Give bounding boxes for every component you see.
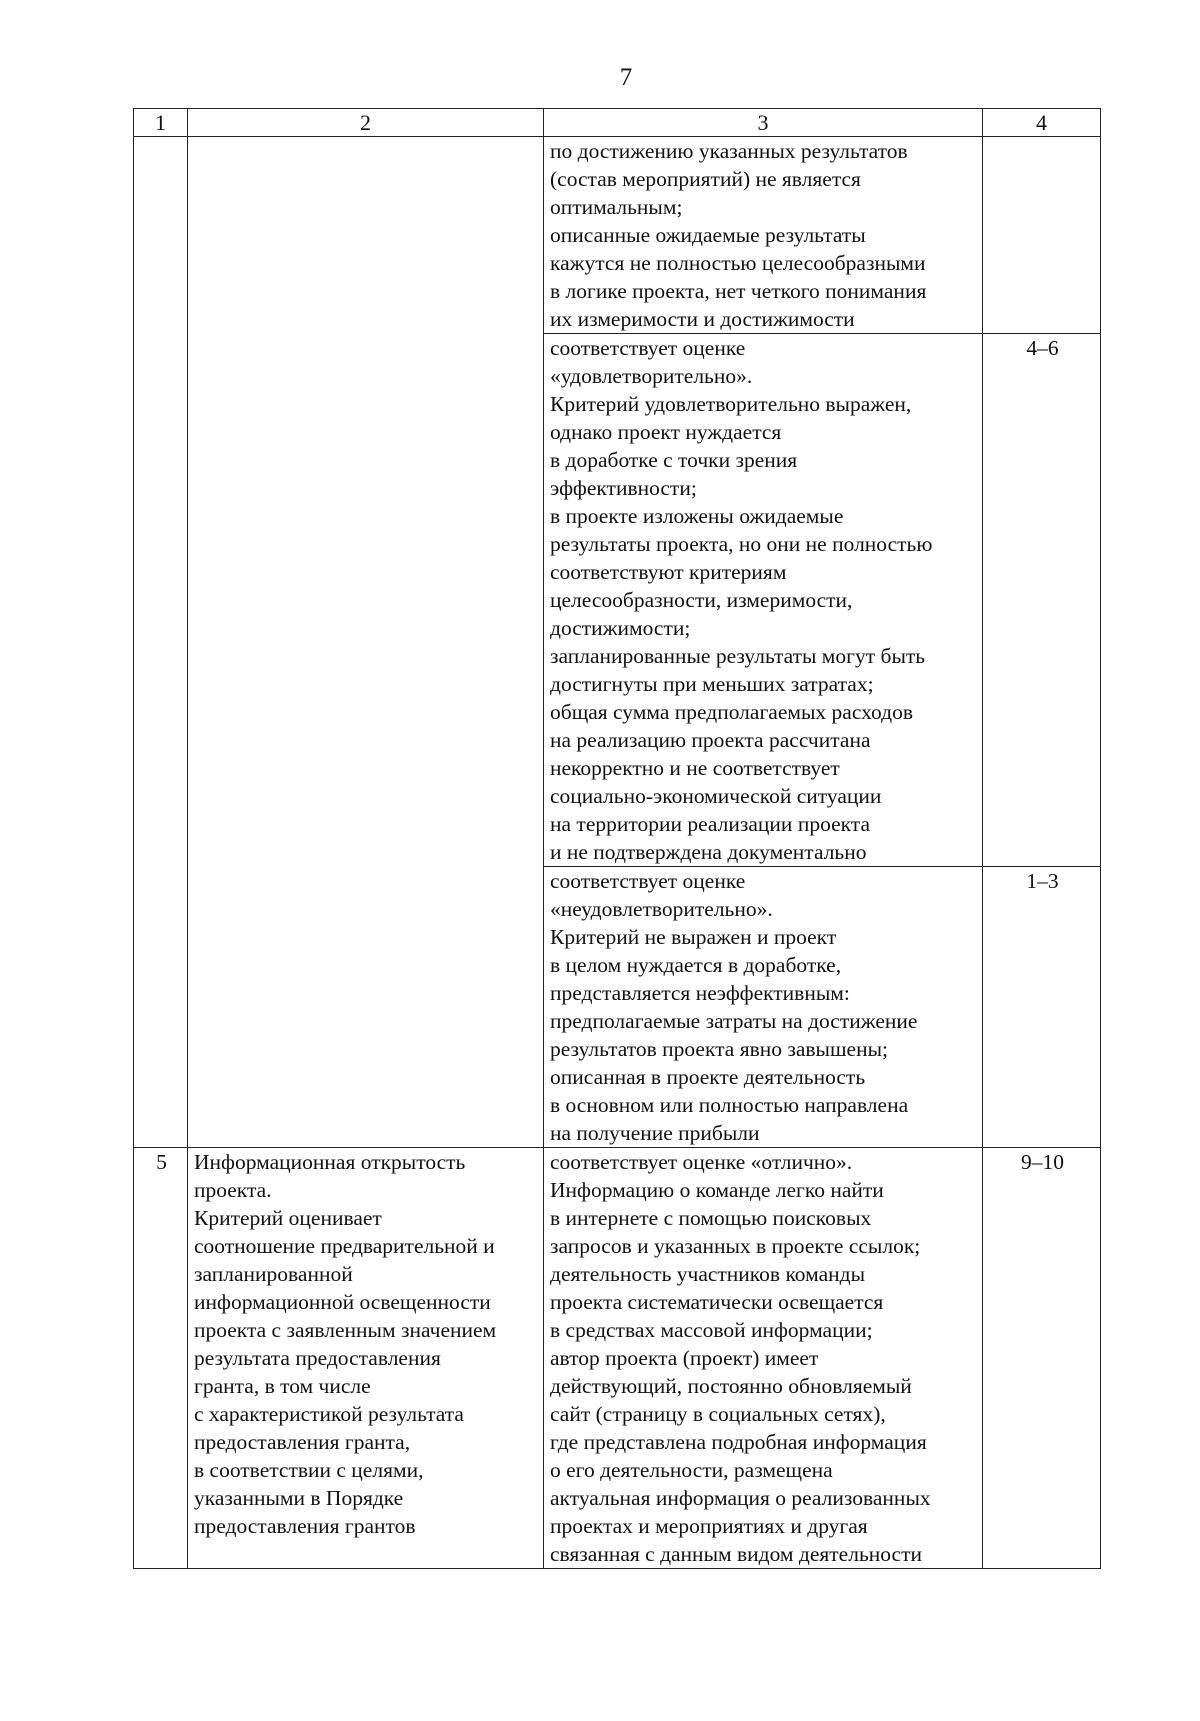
- description-line: описанные ожидаемые результаты: [550, 223, 866, 247]
- column-header-1: 1: [134, 109, 188, 137]
- description-line: общая сумма предполагаемых расходов: [550, 700, 913, 724]
- description-line: результатов проекта явно завышены;: [550, 1037, 889, 1061]
- criterion-line: указанными в Порядке: [194, 1486, 404, 1510]
- description-line: действующий, постоянно обновляемый: [550, 1374, 912, 1398]
- description-line: связанная с данным видом деятельности: [550, 1542, 922, 1566]
- criterion-line: результата предоставления: [194, 1346, 441, 1370]
- description-line: соответствуют критериям: [550, 560, 787, 584]
- criterion-number-cell-empty: [134, 137, 188, 1148]
- description-line: по достижению указанных результатов: [550, 139, 908, 163]
- criterion-line: гранта, в том числе: [194, 1374, 371, 1398]
- score-cell: 1–3: [983, 867, 1101, 1148]
- description-line: эффективности;: [550, 476, 697, 500]
- description-line: деятельность участников команды: [550, 1262, 866, 1286]
- criterion-line: предоставления грантов: [194, 1514, 416, 1538]
- description-line: проектах и мероприятиях и другая: [550, 1514, 868, 1538]
- criterion-line: запланированной: [194, 1262, 353, 1286]
- description-line: предполагаемые затраты на достижение: [550, 1009, 918, 1033]
- description-cell: [544, 867, 983, 1148]
- criterion-line: Критерий оценивает: [194, 1206, 382, 1230]
- description-cell: [544, 1148, 983, 1569]
- criterion-text-cell-empty: [188, 137, 544, 1148]
- description-line: о его деятельности, размещена: [550, 1458, 833, 1482]
- score-cell-empty: [983, 137, 1101, 334]
- description-line: соответствует оценке «отлично».: [550, 1150, 853, 1174]
- description-line: в проекте изложены ожидаемые: [550, 504, 844, 528]
- criterion-line: с характеристикой результата: [194, 1402, 464, 1426]
- description-line: кажутся не полностью целесообразными: [550, 251, 926, 275]
- description-line: в целом нуждается в доработке,: [550, 953, 842, 977]
- criterion-line: предоставления гранта,: [194, 1430, 411, 1454]
- description-line: достижимости;: [550, 616, 691, 640]
- description-line: на реализацию проекта рассчитана: [550, 728, 871, 752]
- description-line: достигнуты при меньших затратах;: [550, 672, 874, 696]
- description-line: проекта систематически освещается: [550, 1290, 884, 1314]
- description-line: где представлена подробная информация: [550, 1430, 927, 1454]
- score-cell: 9–10: [983, 1148, 1101, 1569]
- description-line: запланированные результаты могут быть: [550, 644, 926, 668]
- criteria-table: [133, 108, 1101, 1569]
- table-row-criterion-5: [134, 1148, 1101, 1569]
- criterion-text-cell: [188, 1148, 544, 1569]
- table-row-continuation: [134, 137, 1101, 334]
- description-line: Информацию о команде легко найти: [550, 1178, 884, 1202]
- criterion-line: Информационная открытость: [194, 1150, 466, 1174]
- criterion-line: в соответствии с целями,: [194, 1458, 424, 1482]
- table-header-row: [134, 109, 1101, 137]
- criterion-line: проекта.: [194, 1178, 272, 1202]
- criterion-line: проекта с заявленным значением: [194, 1318, 497, 1342]
- score-cell: 4–6: [983, 334, 1101, 867]
- description-line: представляется неэффективным:: [550, 981, 850, 1005]
- description-line: их измеримости и достижимости: [550, 307, 855, 331]
- column-header-3: 3: [544, 109, 983, 137]
- description-cell: [544, 137, 983, 334]
- description-line: описанная в проекте деятельность: [550, 1065, 866, 1089]
- description-line: Критерий не выражен и проект: [550, 925, 837, 949]
- description-cell: [544, 334, 983, 867]
- criterion-number: 5: [134, 1148, 188, 1569]
- description-line: «удовлетворительно».: [550, 364, 753, 388]
- description-line: однако проект нуждается: [550, 420, 782, 444]
- page-number: 7: [619, 64, 633, 91]
- description-line: целесообразности, измеримости,: [550, 588, 853, 612]
- description-line: «неудовлетворительно».: [550, 897, 773, 921]
- description-line: в интернете с помощью поисковых: [550, 1206, 872, 1230]
- criterion-line: соотношение предварительной и: [194, 1234, 495, 1258]
- description-line: в основном или полностью направлена: [550, 1093, 909, 1117]
- description-line: в доработке с точки зрения: [550, 448, 798, 472]
- description-line: в средствах массовой информации;: [550, 1318, 873, 1342]
- description-line: соответствует оценке: [550, 336, 746, 360]
- description-line: автор проекта (проект) имеет: [550, 1346, 819, 1370]
- description-line: Критерий удовлетворительно выражен,: [550, 392, 912, 416]
- description-line: актуальная информация о реализованных: [550, 1486, 931, 1510]
- description-line: и не подтверждена документально: [550, 840, 867, 864]
- description-line: (состав мероприятий) не является: [550, 167, 861, 191]
- description-line: соответствует оценке: [550, 869, 746, 893]
- description-line: на территории реализации проекта: [550, 812, 870, 836]
- criterion-line: информационной освещенности: [194, 1290, 491, 1314]
- description-line: запросов и указанных в проекте ссылок;: [550, 1234, 921, 1258]
- description-line: социально-экономической ситуации: [550, 784, 882, 808]
- description-line: результаты проекта, но они не полностью: [550, 532, 933, 556]
- description-line: в логике проекта, нет четкого понимания: [550, 279, 927, 303]
- description-line: на получение прибыли: [550, 1121, 760, 1145]
- column-header-4: 4: [983, 109, 1101, 137]
- description-line: сайт (страницу в социальных сетях),: [550, 1402, 886, 1426]
- description-line: оптимальным;: [550, 195, 683, 219]
- column-header-2: 2: [188, 109, 544, 137]
- description-line: некорректно и не соответствует: [550, 756, 840, 780]
